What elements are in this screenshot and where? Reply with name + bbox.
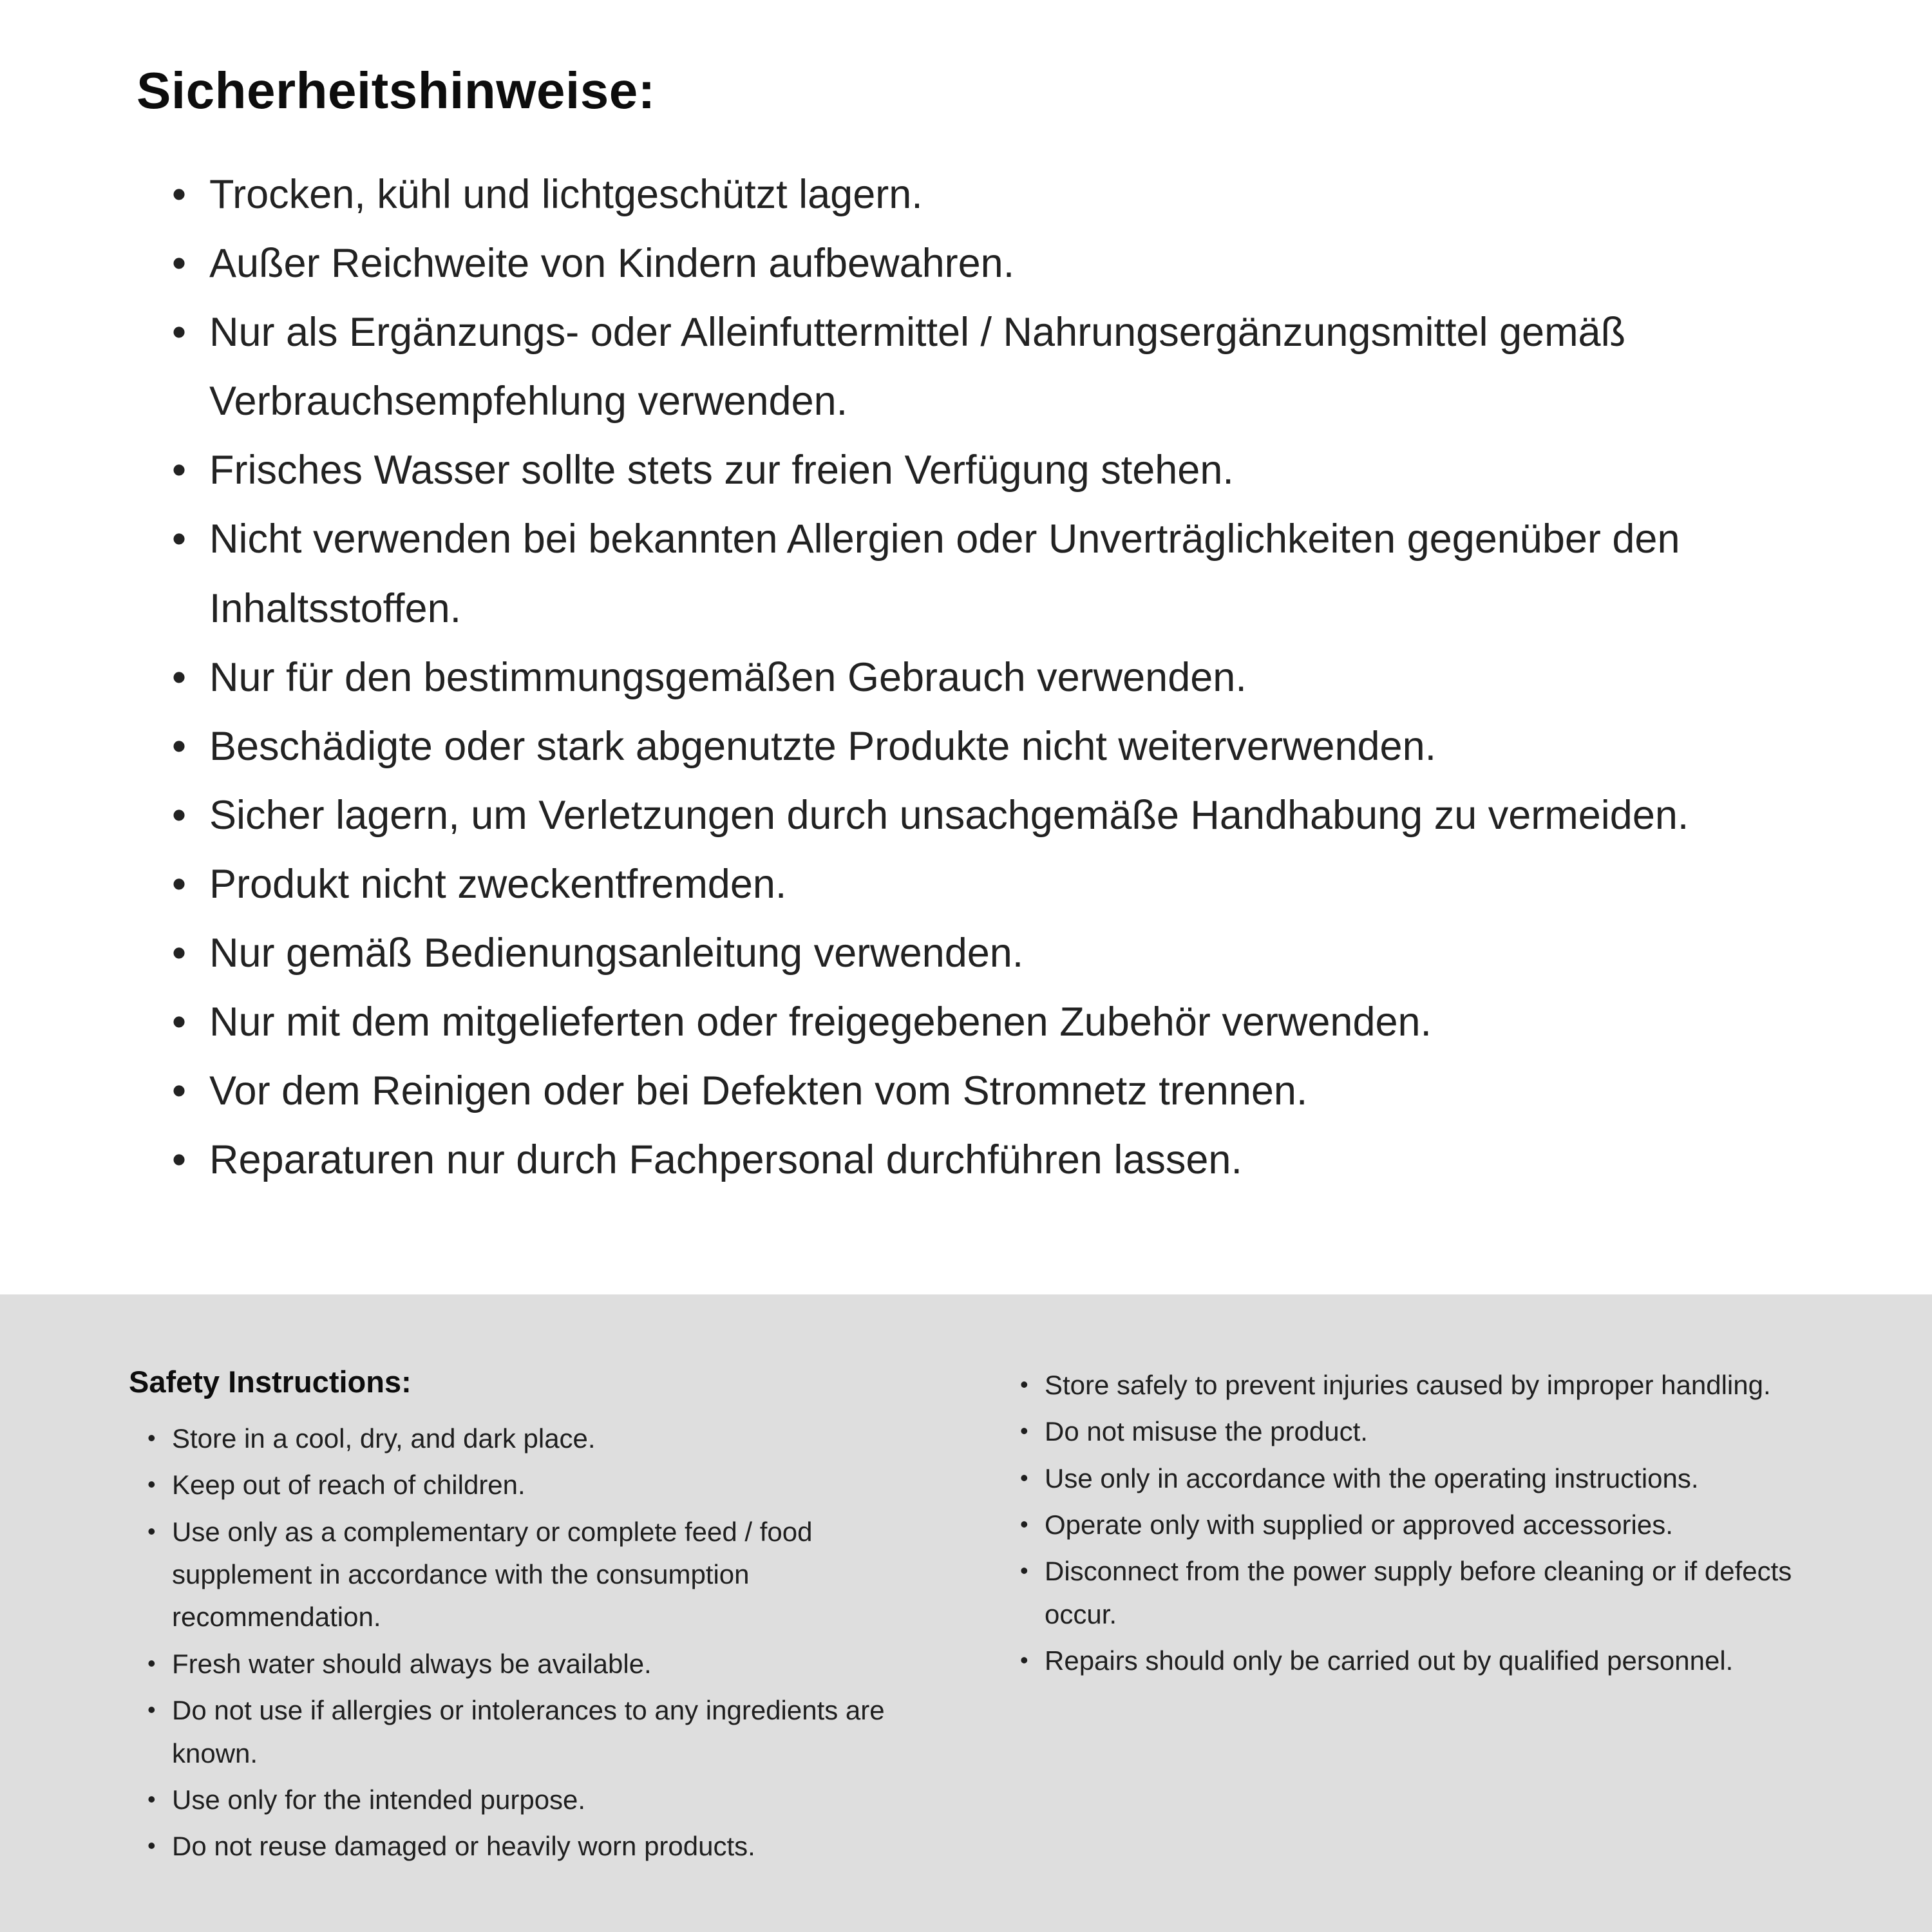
english-safety-section [0,1294,1932,1932]
bullet-item: • Fresh water should always be available. [145,1643,934,1685]
bullet-item: • Store safely to prevent injuries caused by improper handling. [1018,1364,1823,1406]
bullet-item: • Operate only with supplied or approved accessories. [1018,1504,1823,1546]
bullet-item: • Nur als Ergänzungs- oder Alleinfuttermittel / Nahrungsergänzungsmittel gemäß Verbrauchsempfehlung verwenden. [172,298,1829,436]
bullet-item: • Do not reuse damaged or heavily worn products. [145,1825,934,1868]
bullet-item: • Produkt nicht zweckentfremden. [172,850,1829,919]
bullet-item: • Nur gemäß Bedienungsanleitung verwenden. [172,919,1829,988]
bullet-item: • Do not use if allergies or intolerances to any ingredients are known. [145,1689,934,1775]
bullet-item: • Nur für den bestimmungsgemäßen Gebrauch verwenden. [172,643,1829,712]
german-safety-list [137,160,1829,1195]
bullet-item: • Nur mit dem mitgelieferten oder freigegebenen Zubehör verwenden. [172,988,1829,1057]
english-safety-title: Safety Instructions: [129,1365,412,1399]
bullet-item: • Nicht verwenden bei bekannten Allergien oder Unverträglichkeiten gegenüber den Inhaltsstoffen. [172,505,1829,643]
bullet-item: • Sicher lagern, um Verletzungen durch unsachgemäße Handhabung zu vermeiden. [172,781,1829,850]
bullet-item: • Use only as a complementary or complete feed / food supplement in accordance with the consumption recommendation. [145,1511,934,1639]
bullet-item: • Keep out of reach of children. [145,1464,934,1506]
bullet-item: • Use only for the intended purpose. [145,1779,934,1821]
bullet-item: • Disconnect from the power supply before cleaning or if defects occur. [1018,1550,1823,1636]
bullet-item: • Use only in accordance with the operating instructions. [1018,1457,1823,1500]
bullet-item: • Repairs should only be carried out by qualified personnel. [1018,1640,1823,1682]
english-safety-list-right [1018,1364,1823,1683]
bullet-item: • Vor dem Reinigen oder bei Defekten vom Stromnetz trennen. [172,1057,1829,1126]
bullet-item: • Reparaturen nur durch Fachpersonal durchführen lassen. [172,1126,1829,1195]
bullet-item: • Store in a cool, dry, and dark place. [145,1417,934,1460]
english-right-column [1018,1364,1823,1893]
bullet-item: • Frisches Wasser sollte stets zur freien Verfügung stehen. [172,436,1829,505]
english-safety-list-left [129,1417,934,1868]
bullet-item: • Trocken, kühl und lichtgeschützt lagern. [172,160,1829,229]
bullet-item: • Außer Reichweite von Kindern aufbewahren. [172,229,1829,298]
bullet-item: • Do not misuse the product. [1018,1410,1823,1453]
bullet-item: • Beschädigte oder stark abgenutzte Produkte nicht weiterverwenden. [172,712,1829,781]
german-safety-title: Sicherheitshinweise: [137,62,656,119]
english-left-column [129,1364,934,1893]
